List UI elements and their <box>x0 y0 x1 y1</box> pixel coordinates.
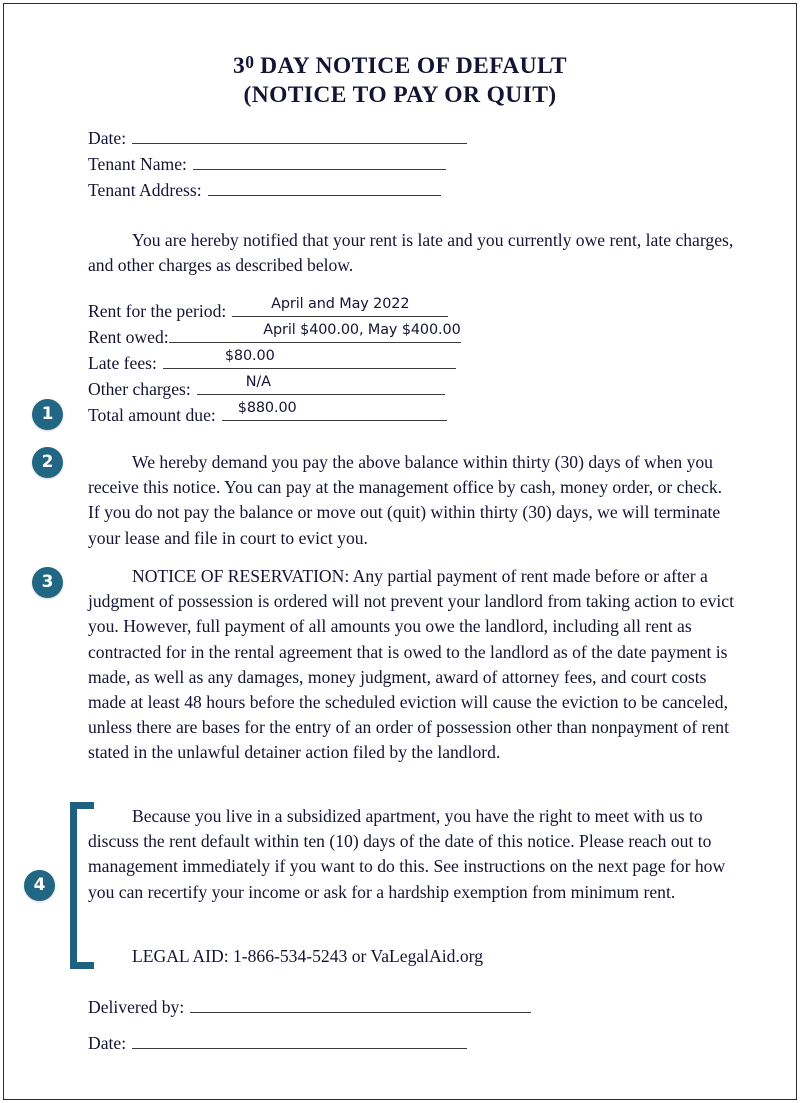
rent-owed-input[interactable] <box>169 322 461 343</box>
date-input[interactable] <box>132 126 467 144</box>
demand-paragraph-block <box>88 450 738 551</box>
intro-paragraph: You are hereby notified that your rent is late and you currently owe rent, late charges, and other charges as described below. <box>88 230 734 276</box>
tenant-address-input[interactable] <box>208 178 441 196</box>
field-value-other-charges: N/A <box>245 374 271 390</box>
field-label-total-due: Total amount due: <box>88 405 216 425</box>
title-number-prefix: 3 <box>233 53 246 80</box>
field-value-total-due: $880.00 <box>237 400 297 416</box>
title-oldstyle-zero: 0 <box>245 53 254 72</box>
field-label-rent-period: Rent for the period: <box>88 301 227 321</box>
field-row-tenant-name <box>88 152 446 175</box>
subsidized-paragraph: Because you live in a subsidized apartment, you have the right to meet with us to discuss the rent default within ten (10) days of the date of this notice. Please reach out to management immediately if you want to do this. See instructions on the next page for how you can recertify your income or ask for a hardship exemption from minimum rent. <box>88 806 726 902</box>
legal-aid-line: LEGAL AID: 1-866-534-5243 or VaLegalAid.org <box>132 946 483 966</box>
field-label-other-charges: Other charges: <box>88 379 191 399</box>
tenant-name-input[interactable] <box>193 152 446 170</box>
field-value-late-fees: $80.00 <box>224 348 275 364</box>
callout-badge-4[interactable]: 4 <box>24 870 55 901</box>
field-label-delivered-date: Date: <box>88 1033 127 1053</box>
field-label-rent-owed: Rent owed: <box>88 327 169 347</box>
reservation-paragraph-block <box>88 564 738 766</box>
field-label-late-fees: Late fees: <box>88 353 157 373</box>
page-title-line-2: (NOTICE TO PAY OR QUIT) <box>243 81 557 108</box>
other-charges-input[interactable] <box>197 374 445 395</box>
demand-paragraph: We hereby demand you pay the above balance within thirty (30) days of when you receive this notice. You can pay at the management office by cash, money order, or check. If you do not pay the balance or move out (quit) within thirty (30) days, we will terminate your lease and file in court to evict you. <box>88 452 723 548</box>
intro-paragraph-block <box>88 228 738 278</box>
callout-bracket-4 <box>70 802 94 969</box>
field-label-tenant-address: Tenant Address: <box>88 180 202 200</box>
subsidized-paragraph-block <box>88 804 738 905</box>
reservation-paragraph: NOTICE OF RESERVATION: Any partial payment of rent made before or after a judgment of possession is ordered will not prevent your landlord from taking action to evict you. However, full payment of all amounts you owe the landlord, including all rent as contracted for in the rental agreement that is owed to the landlord as of the date payment is made, as well as any damages, money judgment, award of attorney fees, and court costs made at least 48 hours before the scheduled eviction will cause the eviction to be canceled, unless there are bases for the entry of an order of possession other than nonpayment of rent stated in the unlawful detainer action filed by the landlord. <box>88 566 734 763</box>
field-label-tenant-name: Tenant Name: <box>88 154 187 174</box>
field-row-delivered-date <box>88 1031 467 1054</box>
late-fees-input[interactable] <box>163 348 456 369</box>
page-title <box>4 4 796 110</box>
field-value-rent-owed: April $400.00, May $400.00 <box>263 322 461 338</box>
total-due-input[interactable] <box>222 400 447 421</box>
callout-badge-1[interactable]: 1 <box>32 399 63 430</box>
field-row-delivered-by <box>88 995 531 1018</box>
page-title-line-1 <box>4 52 796 81</box>
field-value-rent-period: April and May 2022 <box>271 296 410 312</box>
field-row-total-due <box>88 400 447 426</box>
title-number-suffix: DAY NOTICE OF DEFAULT <box>253 53 567 80</box>
field-label-date: Date: <box>88 128 127 148</box>
document-page <box>3 3 797 1100</box>
field-label-delivered-by: Delivered by: <box>88 997 185 1017</box>
rent-period-input[interactable] <box>232 296 448 317</box>
delivered-date-input[interactable] <box>132 1031 467 1049</box>
field-row-date <box>88 126 467 149</box>
callout-badge-2[interactable]: 2 <box>32 447 63 478</box>
callout-badge-3[interactable]: 3 <box>32 567 63 598</box>
delivered-by-input[interactable] <box>190 995 531 1013</box>
field-row-tenant-address <box>88 178 441 201</box>
